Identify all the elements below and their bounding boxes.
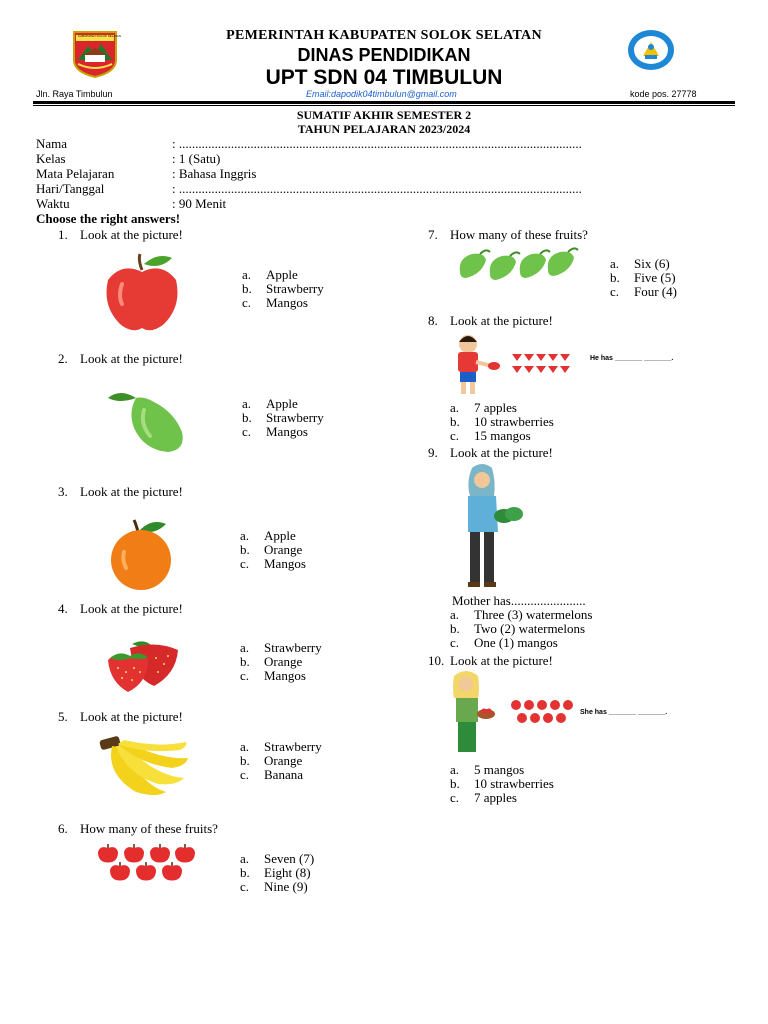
- question-7: 7. How many of these fruits?: [428, 227, 588, 242]
- option-q1-c[interactable]: c. Mangos: [242, 295, 308, 310]
- question-6: 6. How many of these fruits?: [58, 821, 218, 836]
- mother-watermelons-picture: [458, 462, 532, 595]
- option-q7-b[interactable]: b. Five (5): [610, 270, 676, 285]
- girl-apples-picture: [448, 668, 688, 758]
- option-q10-b[interactable]: b. 10 strawberries: [450, 776, 554, 791]
- options-q9: [450, 608, 592, 650]
- option-q8-a[interactable]: a. 7 apples: [450, 400, 517, 415]
- question-4: 4. Look at the picture!: [58, 601, 183, 616]
- field-label-time: Waktu: [36, 196, 70, 211]
- header-department: DINAS PENDIDIKAN: [297, 45, 471, 65]
- question-8: 8. Look at the picture!: [428, 313, 553, 328]
- field-value-date[interactable]: : ............................................................................................................................: [172, 181, 582, 196]
- option-q1-a[interactable]: a. Apple: [242, 267, 298, 282]
- exam-title: SUMATIF AKHIR SEMESTER 2: [296, 108, 472, 122]
- field-label-class: Kelas: [36, 151, 66, 166]
- option-q2-a[interactable]: a. Apple: [242, 396, 298, 411]
- option-q4-a[interactable]: a. Strawberry: [240, 640, 322, 655]
- header-email: Email:dapodik04timbulun@gmail.com: [306, 89, 457, 99]
- header-address: Jln. Raya Timbulun: [36, 89, 113, 99]
- option-q6-c[interactable]: c. Nine (9): [240, 879, 308, 894]
- options-q10: [450, 763, 554, 805]
- option-q2-c[interactable]: c. Mangos: [242, 424, 308, 439]
- question-9: 9. Look at the picture!: [428, 445, 553, 460]
- field-value-class: : 1 (Satu): [172, 151, 221, 166]
- banana-picture: [96, 734, 192, 803]
- option-q3-b[interactable]: b. Orange: [240, 542, 303, 557]
- option-q6-b[interactable]: b. Eight (8): [240, 865, 311, 880]
- options-q2: [242, 397, 324, 439]
- email-link[interactable]: dapodik04timbulun@gmail.com: [331, 89, 457, 99]
- question-3: 3. Look at the picture!: [58, 484, 183, 499]
- instructions: Choose the right answers!: [36, 211, 181, 226]
- option-q6-a[interactable]: a. Seven (7): [240, 851, 315, 866]
- option-q8-c[interactable]: c. 15 mangos: [450, 428, 531, 443]
- field-label-subject: Mata Pelajaran: [36, 166, 115, 181]
- option-q7-a[interactable]: a. Six (6): [610, 256, 670, 271]
- field-value-time: : 90 Menit: [172, 196, 227, 211]
- q10-picture-caption: She has _______ _______.: [580, 709, 668, 716]
- option-q9-a[interactable]: a. Three (3) watermelons: [450, 607, 593, 622]
- options-q3: [240, 529, 306, 571]
- orange-picture: [108, 518, 178, 595]
- option-q1-b[interactable]: b. Strawberry: [242, 281, 324, 296]
- q8-picture-caption: He has _______ _______.: [590, 355, 674, 362]
- exam-year: TAHUN PELAJARAN 2023/2024: [297, 122, 471, 136]
- options-q5: [240, 740, 322, 782]
- header-government: PEMERINTAH KABUPATEN SOLOK SELATAN: [226, 28, 542, 43]
- header-school-name: UPT SDN 04 TIMBULUN: [265, 66, 503, 89]
- option-q7-c[interactable]: c. Four (4): [610, 284, 677, 299]
- options-q4: [240, 641, 322, 683]
- option-q3-c[interactable]: c. Mangos: [240, 556, 306, 571]
- question-2: 2. Look at the picture!: [58, 351, 183, 366]
- field-value-name[interactable]: : ............................................................................................................................: [172, 136, 582, 151]
- header-divider-thick: [33, 101, 735, 104]
- field-label-date: Hari/Tanggal: [36, 181, 105, 196]
- field-value-subject: : Bahasa Inggris: [172, 166, 257, 181]
- mango-picture: [106, 388, 188, 459]
- strawberry-picture: [104, 638, 182, 699]
- school-logo: KABUPATEN SOLOK SELATAN: [70, 28, 120, 78]
- option-q4-b[interactable]: b. Orange: [240, 654, 303, 669]
- option-q10-a[interactable]: a. 5 mangos: [450, 762, 525, 777]
- option-q8-b[interactable]: b. 10 strawberries: [450, 414, 554, 429]
- option-q9-b[interactable]: b. Two (2) watermelons: [450, 621, 586, 636]
- boy-strawberries-picture: [448, 332, 688, 398]
- apples-count-picture: [94, 842, 198, 887]
- question-5: 5. Look at the picture!: [58, 709, 183, 724]
- apple-picture: [102, 250, 186, 339]
- option-q3-a[interactable]: a. Apple: [240, 528, 296, 543]
- options-q7: [610, 257, 677, 299]
- option-q4-c[interactable]: c. Mangos: [240, 668, 306, 683]
- field-label-name: Nama: [36, 136, 68, 151]
- option-q5-b[interactable]: b. Orange: [240, 753, 303, 768]
- question-10: 10. Look at the picture!: [428, 653, 553, 668]
- option-q10-c[interactable]: c. 7 apples: [450, 790, 517, 805]
- question-1: 1. Look at the picture!: [58, 227, 183, 242]
- option-q5-c[interactable]: c. Banana: [240, 767, 303, 782]
- option-q9-c[interactable]: c. One (1) mangos: [450, 635, 558, 650]
- options-q8: [450, 401, 554, 443]
- option-q5-a[interactable]: a. Strawberry: [240, 739, 322, 754]
- q9-prompt: Mother has.......................: [452, 593, 586, 608]
- option-q2-b[interactable]: b. Strawberry: [242, 410, 324, 425]
- mangos-count-picture: [456, 246, 578, 285]
- header-postal-code: kode pos. 27778: [630, 89, 697, 99]
- options-q6: [240, 852, 314, 894]
- header-divider-thin: [33, 105, 735, 106]
- options-q1: [242, 268, 324, 310]
